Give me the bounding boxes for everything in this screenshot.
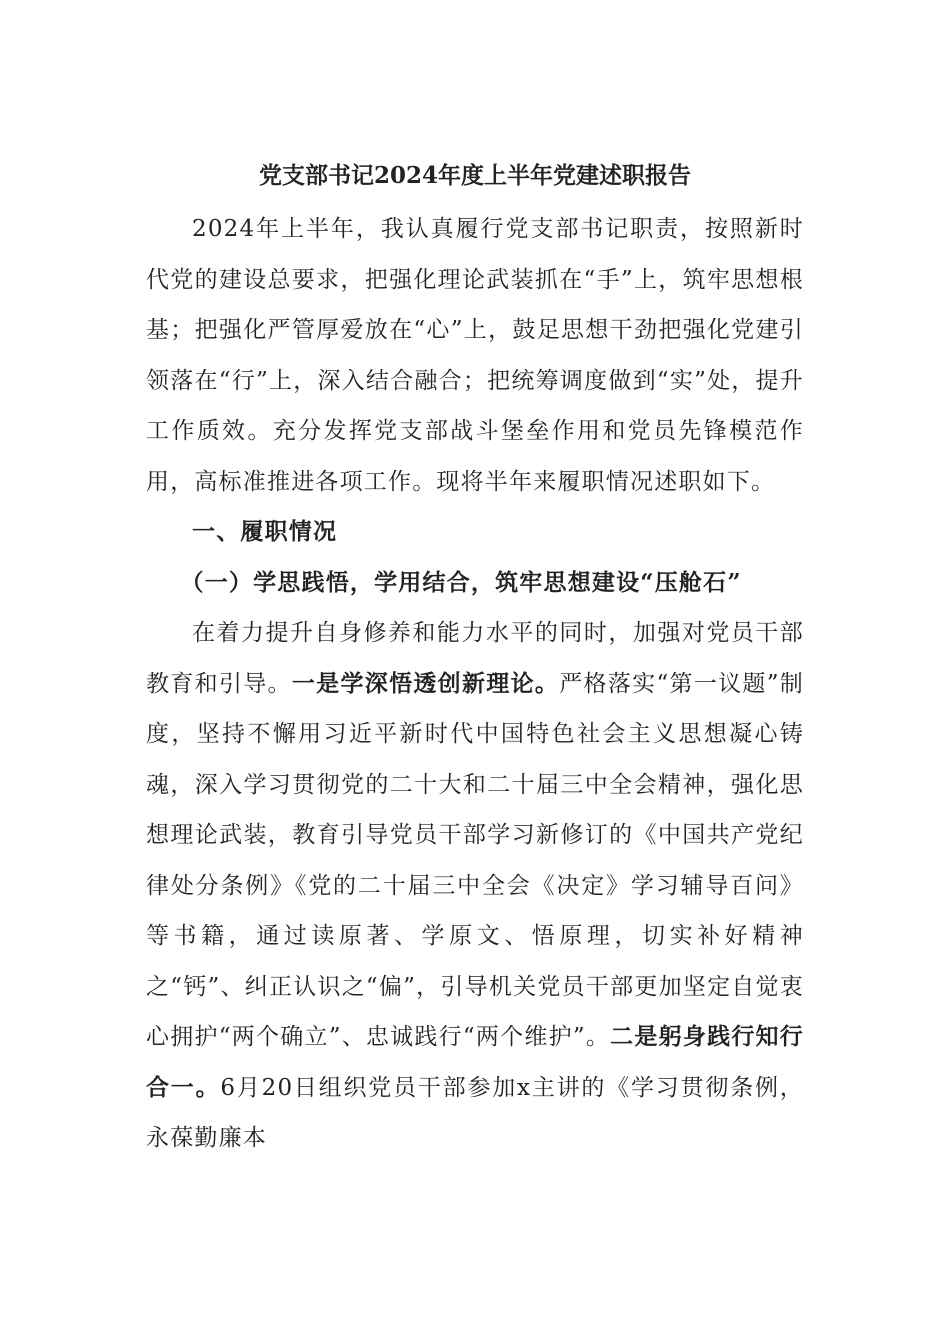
document-page xyxy=(146,150,804,1164)
body-text-1: 在着力提升自身修养和能力水平的同时，加强对党员干部教育和引导。 xyxy=(146,620,804,697)
document-title: 党支部书记2024年度上半年党建述职报告 xyxy=(258,162,691,189)
body-paragraph xyxy=(146,608,804,1164)
body-text-2: 严格落实“第一议题”制度，坚持不懈用习近平新时代中国特色社会主义思想凝心铸魂，深入学习贯彻党的二十大和二十届三中全会精神，强化思想理论武装，教育引导党员干部学习新修订的《中国共产党纪律处分条例》《党的二十届三中全会《决定》学习辅导百问》等书籍，通过读原著、学原文、悟原理，切实补好精神之“钙”、纠正认识之“偏”，引导机关党员干部更加坚定自觉衷心拥护“两个确立”、忠诚践行“两个维护”。 xyxy=(146,670,805,1050)
body-text-3: 6月20日组织党员干部参加x主讲的《学习贯彻条例，永葆勤廉本 xyxy=(146,1074,804,1151)
body-bold-2: 二是躬身践行知行合一。 xyxy=(146,1023,804,1101)
intro-paragraph: 2024年上半年，我认真履行党支部书记职责，按照新时代党的建设总要求，把强化理论武装抓在“手”上，筑牢思想根基；把强化严管厚爱放在“心”上，鼓足思想干劲把强化党建引领落在“行”上，深入结合融合；把统筹调度做到“实”处，提升工作质效。充分发挥党支部战斗堡垒作用和党员先锋模范作用，高标准推进各项工作。现将半年来履职情况述职如下。 xyxy=(146,216,804,495)
subsection-heading: （一）学思践悟，学用结合，筑牢思想建设“压舱石” xyxy=(180,568,742,596)
section-heading: 一、履职情况 xyxy=(192,518,338,545)
body-bold-1: 一是学深悟透创新理论。 xyxy=(291,669,560,697)
